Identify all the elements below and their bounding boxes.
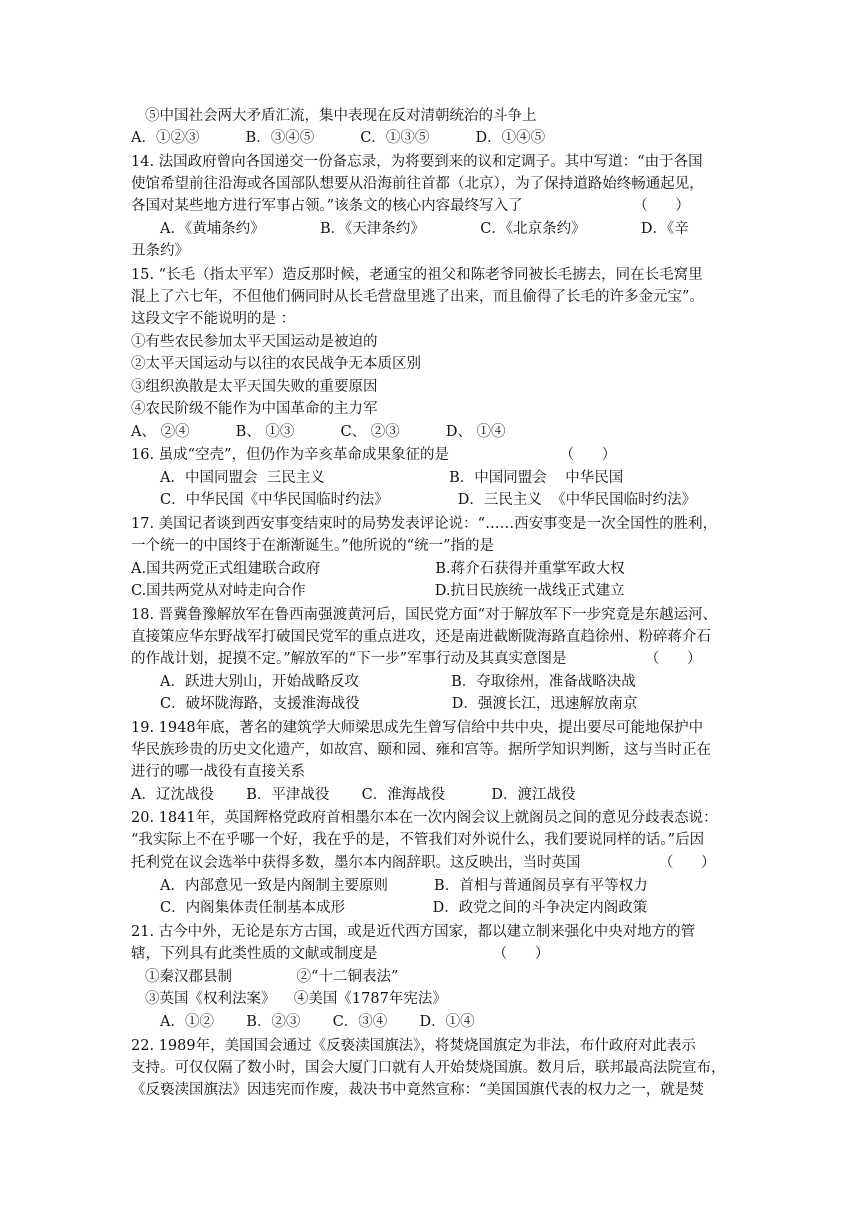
q21-items-34: ③英国《权利法案》 ④美国《1787年宪法》 — [145, 991, 447, 1007]
q14-stem-line-1: 14. 法国政府曾向各国递交一份备忘录，为将要到来的议和定调子。其中写道：“由于各国 — [131, 154, 703, 170]
q20-stem-line-2: “我实际上不在乎哪一个好，我在乎的是，不管我们对外说什么，我们要说同样的话。”后因 — [131, 832, 705, 848]
q21-stem-line-1: 21. 古今中外，无论是东方古国，或是近代西方国家，都以建立制来强化中央对地方的管 — [131, 924, 696, 940]
q20-stem-line-1: 20. 1841年，英国辉格党政府首相墨尔本在一次内阁会议上就阁员之间的意见分歧表态说： — [131, 810, 718, 826]
q19-stem-line-3: 进行的哪一战役有直接关系 — [131, 764, 305, 780]
q22-stem-line-2: 支持。可仅仅隔了数小时，国会大厦门口就有人开始焚烧国旗。数月后，联邦最高法院宣布， — [131, 1060, 726, 1076]
q18-stem-line-2: 直接策应华东野战军打破国民党军的重点进攻，还是南进截断陇海路直趋徐州、粉碎蒋介石 — [131, 629, 711, 645]
q16-choices-ab: A．中国同盟会 三民主义 B．中国同盟会 中华民国 — [160, 470, 624, 486]
q17-choices-ab: A.国共两党正式组建联合政府 B.蒋介石获得并重掌军政大权 — [131, 561, 625, 577]
q21-stem-line-2: 辖，下列具有此类性质的文献或制度是 （ ） — [131, 946, 550, 962]
q20-stem-line-3: 托利党在议会选举中获得多数，墨尔本内阁辞职。这反映出，当时英国 （ ） — [131, 855, 716, 871]
q17-stem-line-1: 17. 美国记者谈到西安事变结束时的局势发表评论说：“……西安事变是一次全国性的胜利， — [131, 516, 718, 532]
q17-choices-cd: C.国共两党从对峙走向合作 D.抗日民族统一战线正式建立 — [131, 583, 625, 599]
q18-stem-line-1: 18. 晋冀鲁豫解放军在鲁西南强渡黄河后，国民党方面“对于解放军下一步究竟是东越运河、 — [131, 607, 718, 623]
q14-choices-wrap: 丑条约》 — [131, 243, 189, 259]
q13-option-5: ⑤中国社会两大矛盾汇流，集中表现在反对清朝统治的斗争上 — [145, 108, 537, 124]
q15-item-4: ④农民阶级不能作为中国革命的主力军 — [131, 401, 378, 417]
q19-choices: A．辽沈战役 B．平津战役 C．淮海战役 D．渡江战役 — [131, 787, 576, 803]
q22-stem-line-3: 《反亵渎国旗法》因违宪而作废，裁决书中竟然宣称：“美国国旗代表的权力之一，就是焚 — [131, 1082, 704, 1098]
q15-item-2: ②太平天国运动与以往的农民战争无本质区别 — [131, 356, 421, 372]
q14-stem-line-3: 各国对某些地方进行军事占领。”该条文的核心内容最终写入了 （ ） — [131, 198, 690, 214]
q15-stem-line-3: 这段文字不能说明的是 ： — [131, 311, 296, 327]
q15-stem-line-1: 15. “长毛（指太平军）造反那时候，老通宝的祖父和陈老爷同被长毛掳去，同在长毛窝里 — [131, 267, 703, 283]
q20-choices-cd: C．内阁集体责任制基本成形 D．政党之间的斗争决定内阁政策 — [160, 900, 648, 916]
q19-stem-line-2: 华民族珍贵的历史文化遗产，如故宫、颐和园、雍和宫等。据所学知识判断，这与当时正在 — [131, 742, 711, 758]
q18-choices-cd: C．破坏陇海路，支援淮海战役 D．强渡长江，迅速解放南京 — [160, 696, 638, 712]
q19-stem-line-1: 19. 1948年底，著名的建筑学大师梁思成先生曾写信给中共中央，提出要尽可能地保护中 — [131, 720, 704, 736]
q18-choices-ab: A．跃进大别山，开始战略反攻 B．夺取徐州，准备战略决战 — [160, 674, 636, 690]
q16-stem: 16. 虽成“空壳”，但仍作为辛亥革命成果象征的是 （ ） — [131, 447, 617, 463]
q14-choices: A．《黄埔条约》 B．《天津条约》 C．《北京条约》 D．《辛 — [160, 221, 689, 237]
q15-item-1: ①有些农民参加太平天国运动是被迫的 — [131, 334, 378, 350]
q21-choices: A．①② B．②③ C．③④ D．①④ — [160, 1014, 475, 1030]
q14-stem-line-2: 使馆希望前往沿海或各国部队想要从沿海前往首都（北京），为了保持道路始终畅通起见， — [131, 176, 704, 192]
q17-stem-line-2: 一个统一的中国终于在渐渐诞生。”他所说的“统一”指的是 — [131, 538, 494, 554]
q20-choices-ab: A．内部意见一致是内阁制主要原则 B．首相与普通阁员享有平等权力 — [160, 878, 648, 894]
q18-stem-line-3: 的作战计划，捉摸不定。”解放军的“下一步”军事行动及其真实意图是 （ ） — [131, 651, 702, 667]
q16-choices-cd: C．中华民国《中华民国临时约法》 D．三民主义 《中华民国临时约法》 — [160, 492, 697, 508]
q22-stem-line-1: 22. 1989年，美国国会通过《反亵渎国旗法》，将焚烧国旗定为非法，布什政府对此表示 — [131, 1038, 696, 1054]
q21-items-12: ①秦汉郡县制 ②“十二铜表法” — [145, 969, 399, 985]
q15-stem-line-2: 混上了六七年，不但他们俩同时从长毛营盘里逃了出来，而且偷得了长毛的许多金元宝”。 — [131, 289, 704, 305]
q13-choices: A．①②③ B．③④⑤ C．①③⑤ D．①④⑤ — [131, 130, 546, 146]
q15-choices: A、 ②④ B、 ①③ C、 ②③ D、 ①④ — [131, 424, 506, 440]
q15-item-3: ③组织涣散是太平天国失败的重要原因 — [131, 379, 378, 395]
